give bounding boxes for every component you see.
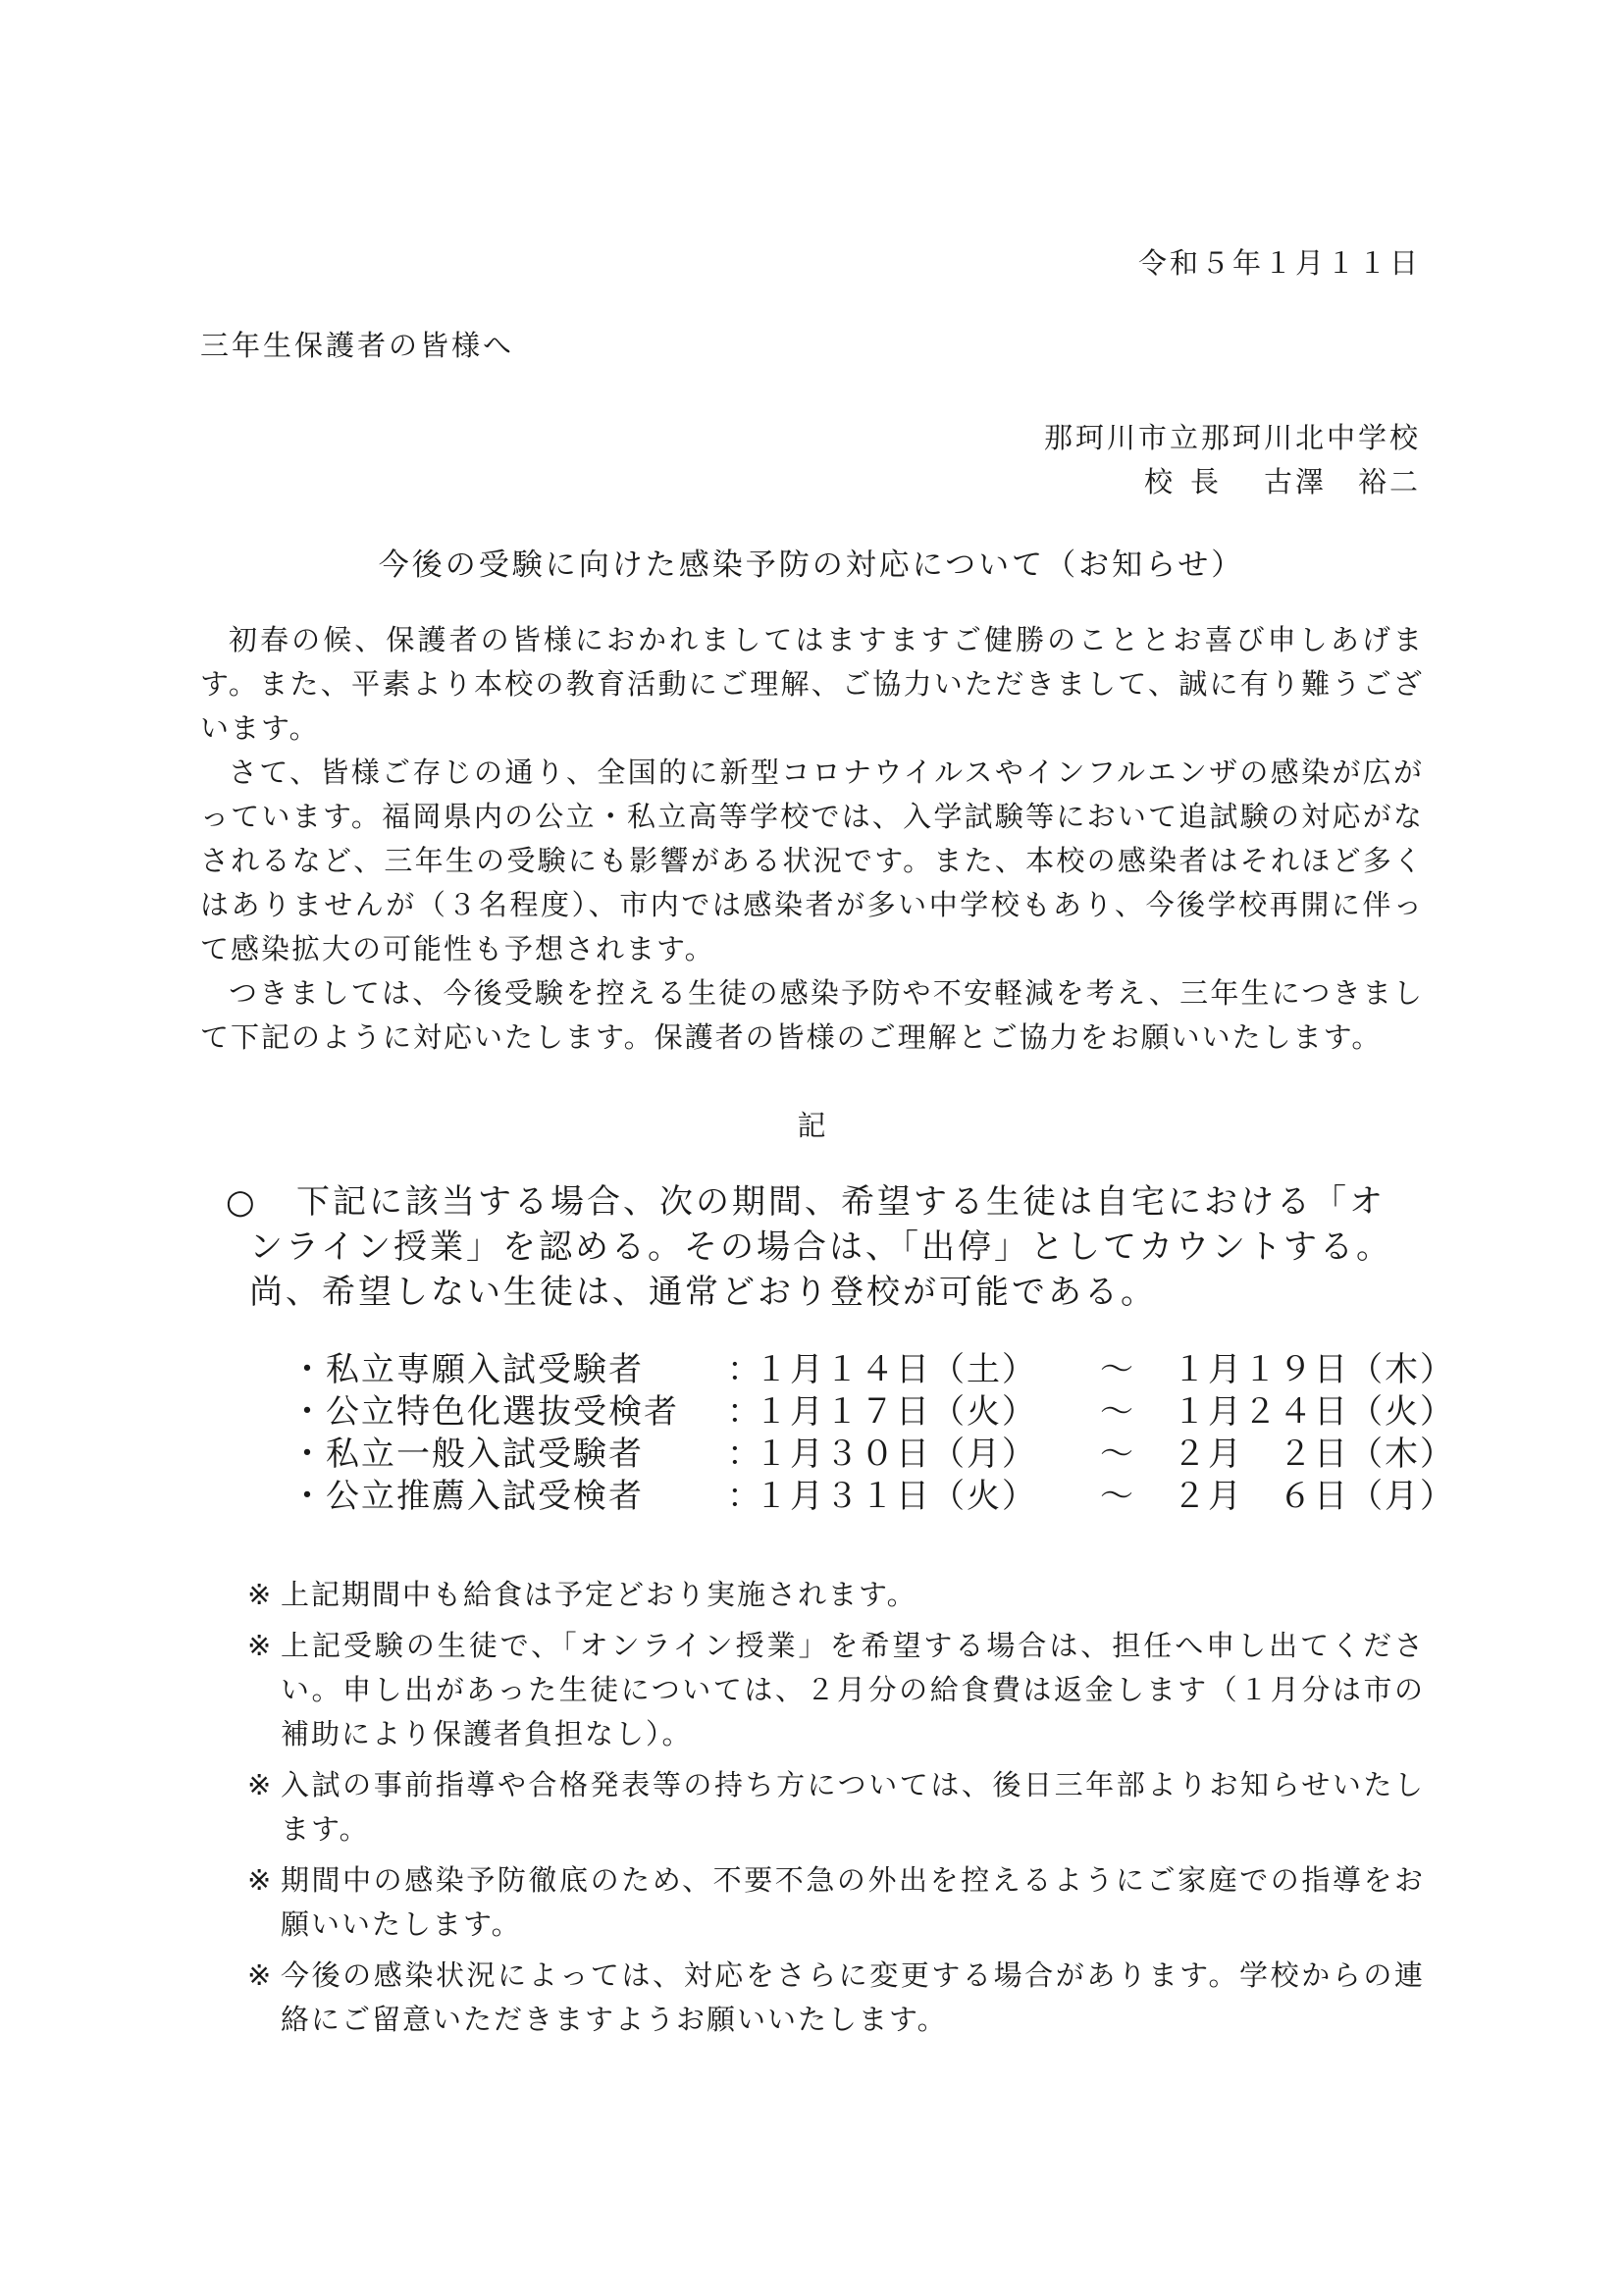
- reference-mark-icon: ※: [247, 1629, 274, 1662]
- sender-principal: [1044, 460, 1421, 504]
- ki-heading: 記: [797, 1109, 826, 1142]
- notice-text: [249, 1179, 1435, 1315]
- body-text: [200, 618, 1424, 1060]
- circle-bullet-icon: ○: [226, 1182, 258, 1222]
- notice-block: [226, 1179, 1435, 1315]
- schedule-row: [290, 1391, 1455, 1434]
- body-paragraph-greeting: 初春の候、保護者の皆様におかれましてはますますご健勝のこととお喜び申しあげます。また、平素より本校の教育活動にご理解、ご協力いただきまして、誠に有り難うございます。: [200, 623, 1424, 745]
- note-text: 上記期間中も給食は予定どおり実施されます。: [281, 1578, 917, 1611]
- sender-name: 古澤 裕二: [1263, 465, 1421, 498]
- note-text: 上記受験の生徒で、「オンライン授業」を希望する場合は、担任へ申し出てください。申し出があった生徒については、２月分の給食費は返金します（１月分は市の補助により保護者負担なし）。: [281, 1629, 1425, 1750]
- note-item: [247, 1624, 1425, 1756]
- schedule-label: ・公立推薦入試受検者: [290, 1477, 644, 1516]
- schedule-end-date: ２月 ６日（月）: [1173, 1477, 1455, 1516]
- notes-list: [247, 1573, 1425, 2049]
- body-paragraph-request: つきましては、今後受験を控える生徒の感染予防や不安軽減を考え、三年生につきまして下記のように対応いたします。保護者の皆様のご理解とご協力をお願いいたします。: [200, 976, 1424, 1054]
- note-text: 今後の感染状況によっては、対応をさらに変更する場合があります。学校からの連絡にご留意いただきますようお願いいたします。: [281, 1958, 1425, 2036]
- schedule-start-date: １月３１日（火）: [755, 1477, 1037, 1516]
- schedule-start-date: １月１７日（火）: [755, 1392, 1037, 1432]
- schedule-end-date: １月１９日（木）: [1173, 1350, 1455, 1389]
- note-item: [247, 1573, 1425, 1617]
- reference-mark-icon: ※: [247, 1863, 274, 1897]
- notice-line: ンライン授業」を認める。その場合は、「出停」としてカウントする。: [249, 1227, 1392, 1267]
- sender-role: 校長: [1143, 465, 1236, 498]
- body-paragraph-situation: さて、皆様ご存じの通り、全国的に新型コロナウイルスやインフルエンザの感染が広がっています。福岡県内の公立・私立高等学校では、入学試験等において追試験の対応がなされるなど、三年生の受験にも影響がある状況です。また、本校の感染者はそれほど多くはありませんが（３名程度）、市内では感染者が多い中学校もあり、今後学校再開に伴って感染拡大の可能性も予想されます。: [200, 756, 1424, 965]
- schedule-tilde: ～: [1100, 1435, 1135, 1474]
- reference-mark-icon: ※: [247, 1578, 274, 1611]
- schedule-start-date: １月１４日（土）: [755, 1350, 1037, 1389]
- sender-block: [1044, 416, 1421, 504]
- notice-line: 尚、希望しない生徒は、通常どおり登校が可能である。: [249, 1273, 1157, 1312]
- schedule-colon: ：: [727, 1350, 762, 1389]
- schedule-start-date: １月３０日（月）: [755, 1435, 1037, 1474]
- schedule-tilde: ～: [1100, 1392, 1135, 1432]
- addressee: 三年生保護者の皆様へ: [200, 329, 515, 362]
- schedule-label: ・公立特色化選抜受検者: [290, 1392, 679, 1432]
- reference-mark-icon: ※: [247, 1958, 274, 1992]
- schedule-colon: ：: [727, 1477, 762, 1516]
- schedule-label: ・私立専願入試受験者: [290, 1350, 644, 1389]
- schedule-row: [290, 1434, 1455, 1476]
- schedule-list: [290, 1349, 1455, 1518]
- note-item: [247, 1763, 1425, 1852]
- schedule-tilde: ～: [1100, 1350, 1135, 1389]
- schedule-row: [290, 1476, 1455, 1518]
- schedule-row: [290, 1349, 1455, 1391]
- schedule-colon: ：: [727, 1392, 762, 1432]
- reference-mark-icon: ※: [247, 1768, 274, 1801]
- note-item: [247, 1954, 1425, 2042]
- note-text: 期間中の感染予防徹底のため、不要不急の外出を控えるようにご家庭での指導をお願いいたします。: [281, 1863, 1425, 1941]
- note-text: 入試の事前指導や合格発表等の持ち方については、後日三年部よりお知らせいたします。: [281, 1768, 1425, 1846]
- schedule-tilde: ～: [1100, 1477, 1135, 1516]
- schedule-label: ・私立一般入試受験者: [290, 1435, 644, 1474]
- schedule-end-date: １月２４日（火）: [1173, 1392, 1455, 1432]
- notice-line: 下記に該当する場合、次の期間、希望する生徒は自宅における「オ: [296, 1182, 1386, 1222]
- document-date: 令和５年１月１１日: [1137, 246, 1421, 280]
- document-title: 今後の受験に向けた感染予防の対応について（お知らせ）: [378, 548, 1245, 583]
- schedule-end-date: ２月 ２日（木）: [1173, 1435, 1455, 1474]
- sender-school: 那珂川市立那珂川北中学校: [1043, 421, 1421, 454]
- schedule-colon: ：: [727, 1435, 762, 1474]
- note-item: [247, 1858, 1425, 1947]
